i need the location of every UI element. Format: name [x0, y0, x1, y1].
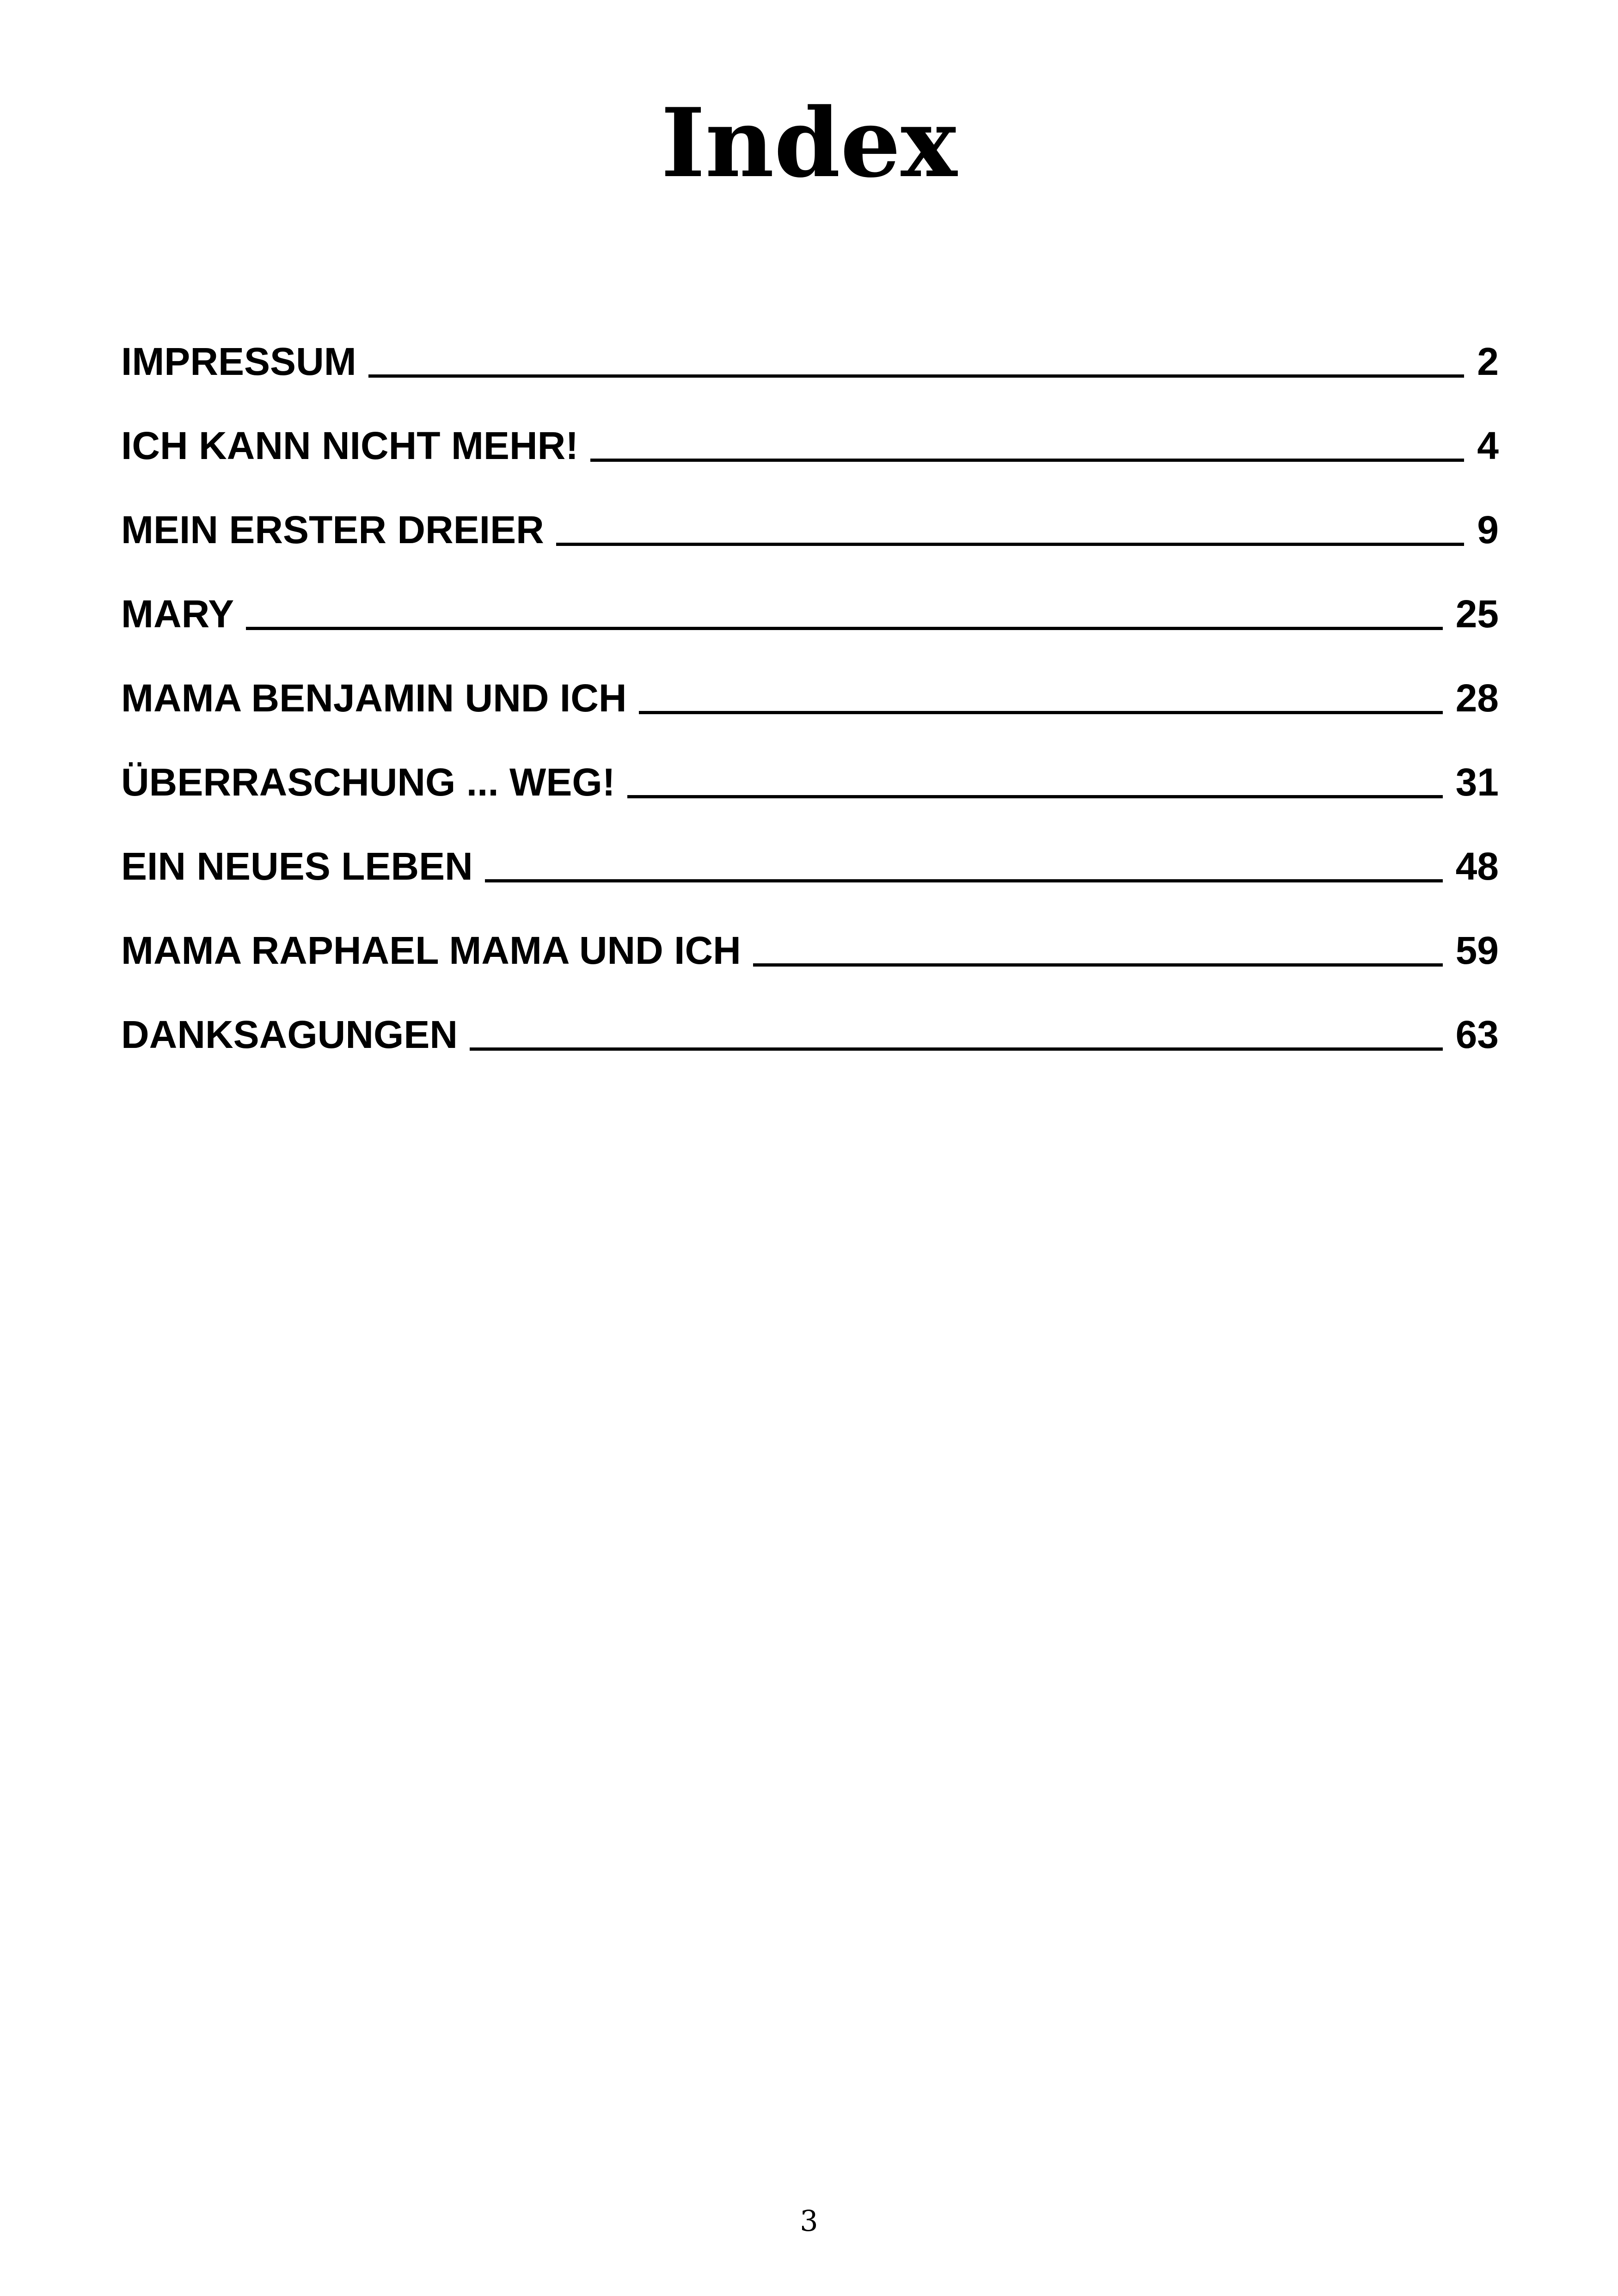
toc-leader-line [485, 879, 1443, 882]
toc-entry-title: ICH KANN NICHT MEHR! [121, 424, 579, 467]
toc-leader-line [368, 374, 1465, 378]
toc-entry-impressum[interactable] [121, 334, 1499, 418]
page-title: Index [661, 88, 957, 199]
toc-entry-danksagungen[interactable] [121, 1007, 1499, 1091]
toc-entry-page: 2 [1477, 340, 1499, 383]
toc-leader-line [246, 627, 1442, 630]
toc-entry-page: 28 [1455, 676, 1499, 720]
toc-entry-page: 31 [1455, 760, 1499, 804]
toc-entry-title: MARY [121, 592, 234, 636]
toc-entry-ueberraschung-weg[interactable] [121, 754, 1499, 839]
toc-entry-page: 4 [1477, 424, 1499, 467]
toc-leader-line [556, 543, 1465, 546]
toc-entry-page: 48 [1455, 845, 1499, 888]
toc-entry-mein-erster-dreier[interactable] [121, 502, 1499, 586]
toc-entry-page: 63 [1455, 1013, 1499, 1056]
toc-entry-title: IMPRESSUM [121, 340, 356, 383]
toc-entry-title: MEIN ERSTER DREIER [121, 508, 544, 551]
toc-entry-title: EIN NEUES LEBEN [121, 845, 473, 888]
toc-leader-line [470, 1047, 1443, 1051]
toc-entry-ein-neues-leben[interactable] [121, 839, 1499, 923]
toc-leader-line [753, 963, 1443, 967]
toc-entry-title: MAMA BENJAMIN UND ICH [121, 676, 627, 720]
toc-entry-page: 59 [1455, 929, 1499, 972]
toc-entry-page: 9 [1477, 508, 1499, 551]
toc-entry-title: MAMA RAPHAEL MAMA UND ICH [121, 929, 741, 972]
toc-entry-page: 25 [1455, 592, 1499, 636]
toc-entry-mama-raphael-mama-und-ich[interactable] [121, 923, 1499, 1007]
toc-entry-mary[interactable] [121, 586, 1499, 670]
toc-entry-title: DANKSAGUNGEN [121, 1013, 458, 1056]
table-of-contents [121, 334, 1499, 1091]
toc-entry-title: ÜBERRASCHUNG ... WEG! [121, 760, 615, 804]
toc-leader-line [627, 795, 1443, 798]
toc-entry-mama-benjamin-und-ich[interactable] [121, 670, 1499, 754]
toc-entry-ich-kann-nicht-mehr[interactable] [121, 418, 1499, 502]
toc-leader-line [639, 711, 1443, 714]
page-number: 3 [800, 2204, 818, 2238]
toc-leader-line [590, 459, 1464, 462]
